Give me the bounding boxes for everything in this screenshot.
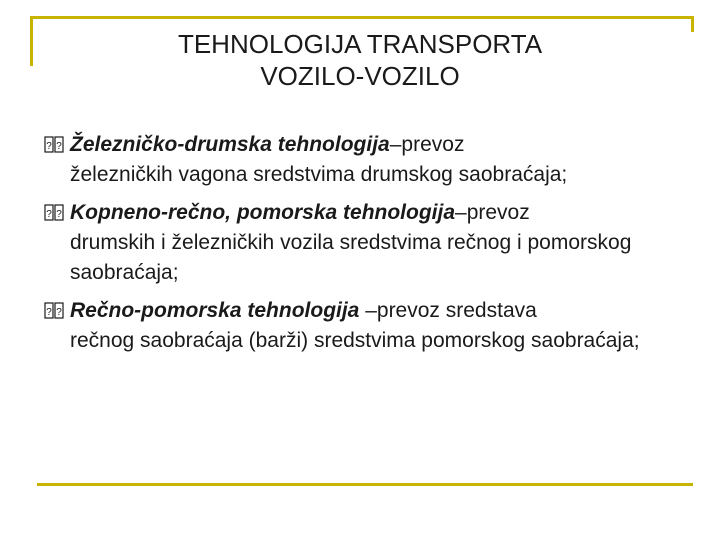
svg-text:?: ? <box>56 307 62 318</box>
bullet-list <box>44 130 684 364</box>
svg-text:?: ? <box>56 209 62 220</box>
title-line-1: TEHNOLOGIJA TRANSPORTA <box>177 29 543 59</box>
footer-rule <box>37 483 693 486</box>
list-item <box>44 198 684 288</box>
title-line-2: VOZILO-VOZILO <box>260 61 460 91</box>
item-text: –prevoz sredstava <box>359 299 537 322</box>
svg-text:?: ? <box>46 307 52 318</box>
replacement-glyph-icon <box>44 136 64 154</box>
item-continuation: železničkih vagona sredstvima drumskog saobraćaja; <box>70 163 568 186</box>
list-item <box>44 296 684 356</box>
svg-text:?: ? <box>46 209 52 220</box>
svg-text:?: ? <box>46 141 52 152</box>
replacement-glyph-icon <box>44 302 64 320</box>
frame-top-rule <box>30 16 694 19</box>
item-continuation: drumskih i železničkih vozila sredstvima rečnog i pomorskog saobraćaja; <box>70 231 632 284</box>
frame-left-rule <box>30 16 33 66</box>
item-term: Železničko-drumska tehnologija <box>70 133 390 156</box>
frame-right-rule <box>691 16 694 32</box>
item-term: Kopneno-rečno, pomorska tehnologija <box>70 201 456 224</box>
item-term: Rečno-pomorska tehnologija <box>70 299 360 322</box>
item-continuation: rečnog saobraćaja (barži) sredstvima pomorskog saobraćaja; <box>70 329 640 352</box>
list-item <box>44 130 684 190</box>
item-text: –prevoz <box>389 133 465 156</box>
item-text: –prevoz <box>455 201 530 224</box>
svg-text:?: ? <box>56 141 62 152</box>
slide-title <box>40 28 680 92</box>
replacement-glyph-icon <box>44 204 64 222</box>
